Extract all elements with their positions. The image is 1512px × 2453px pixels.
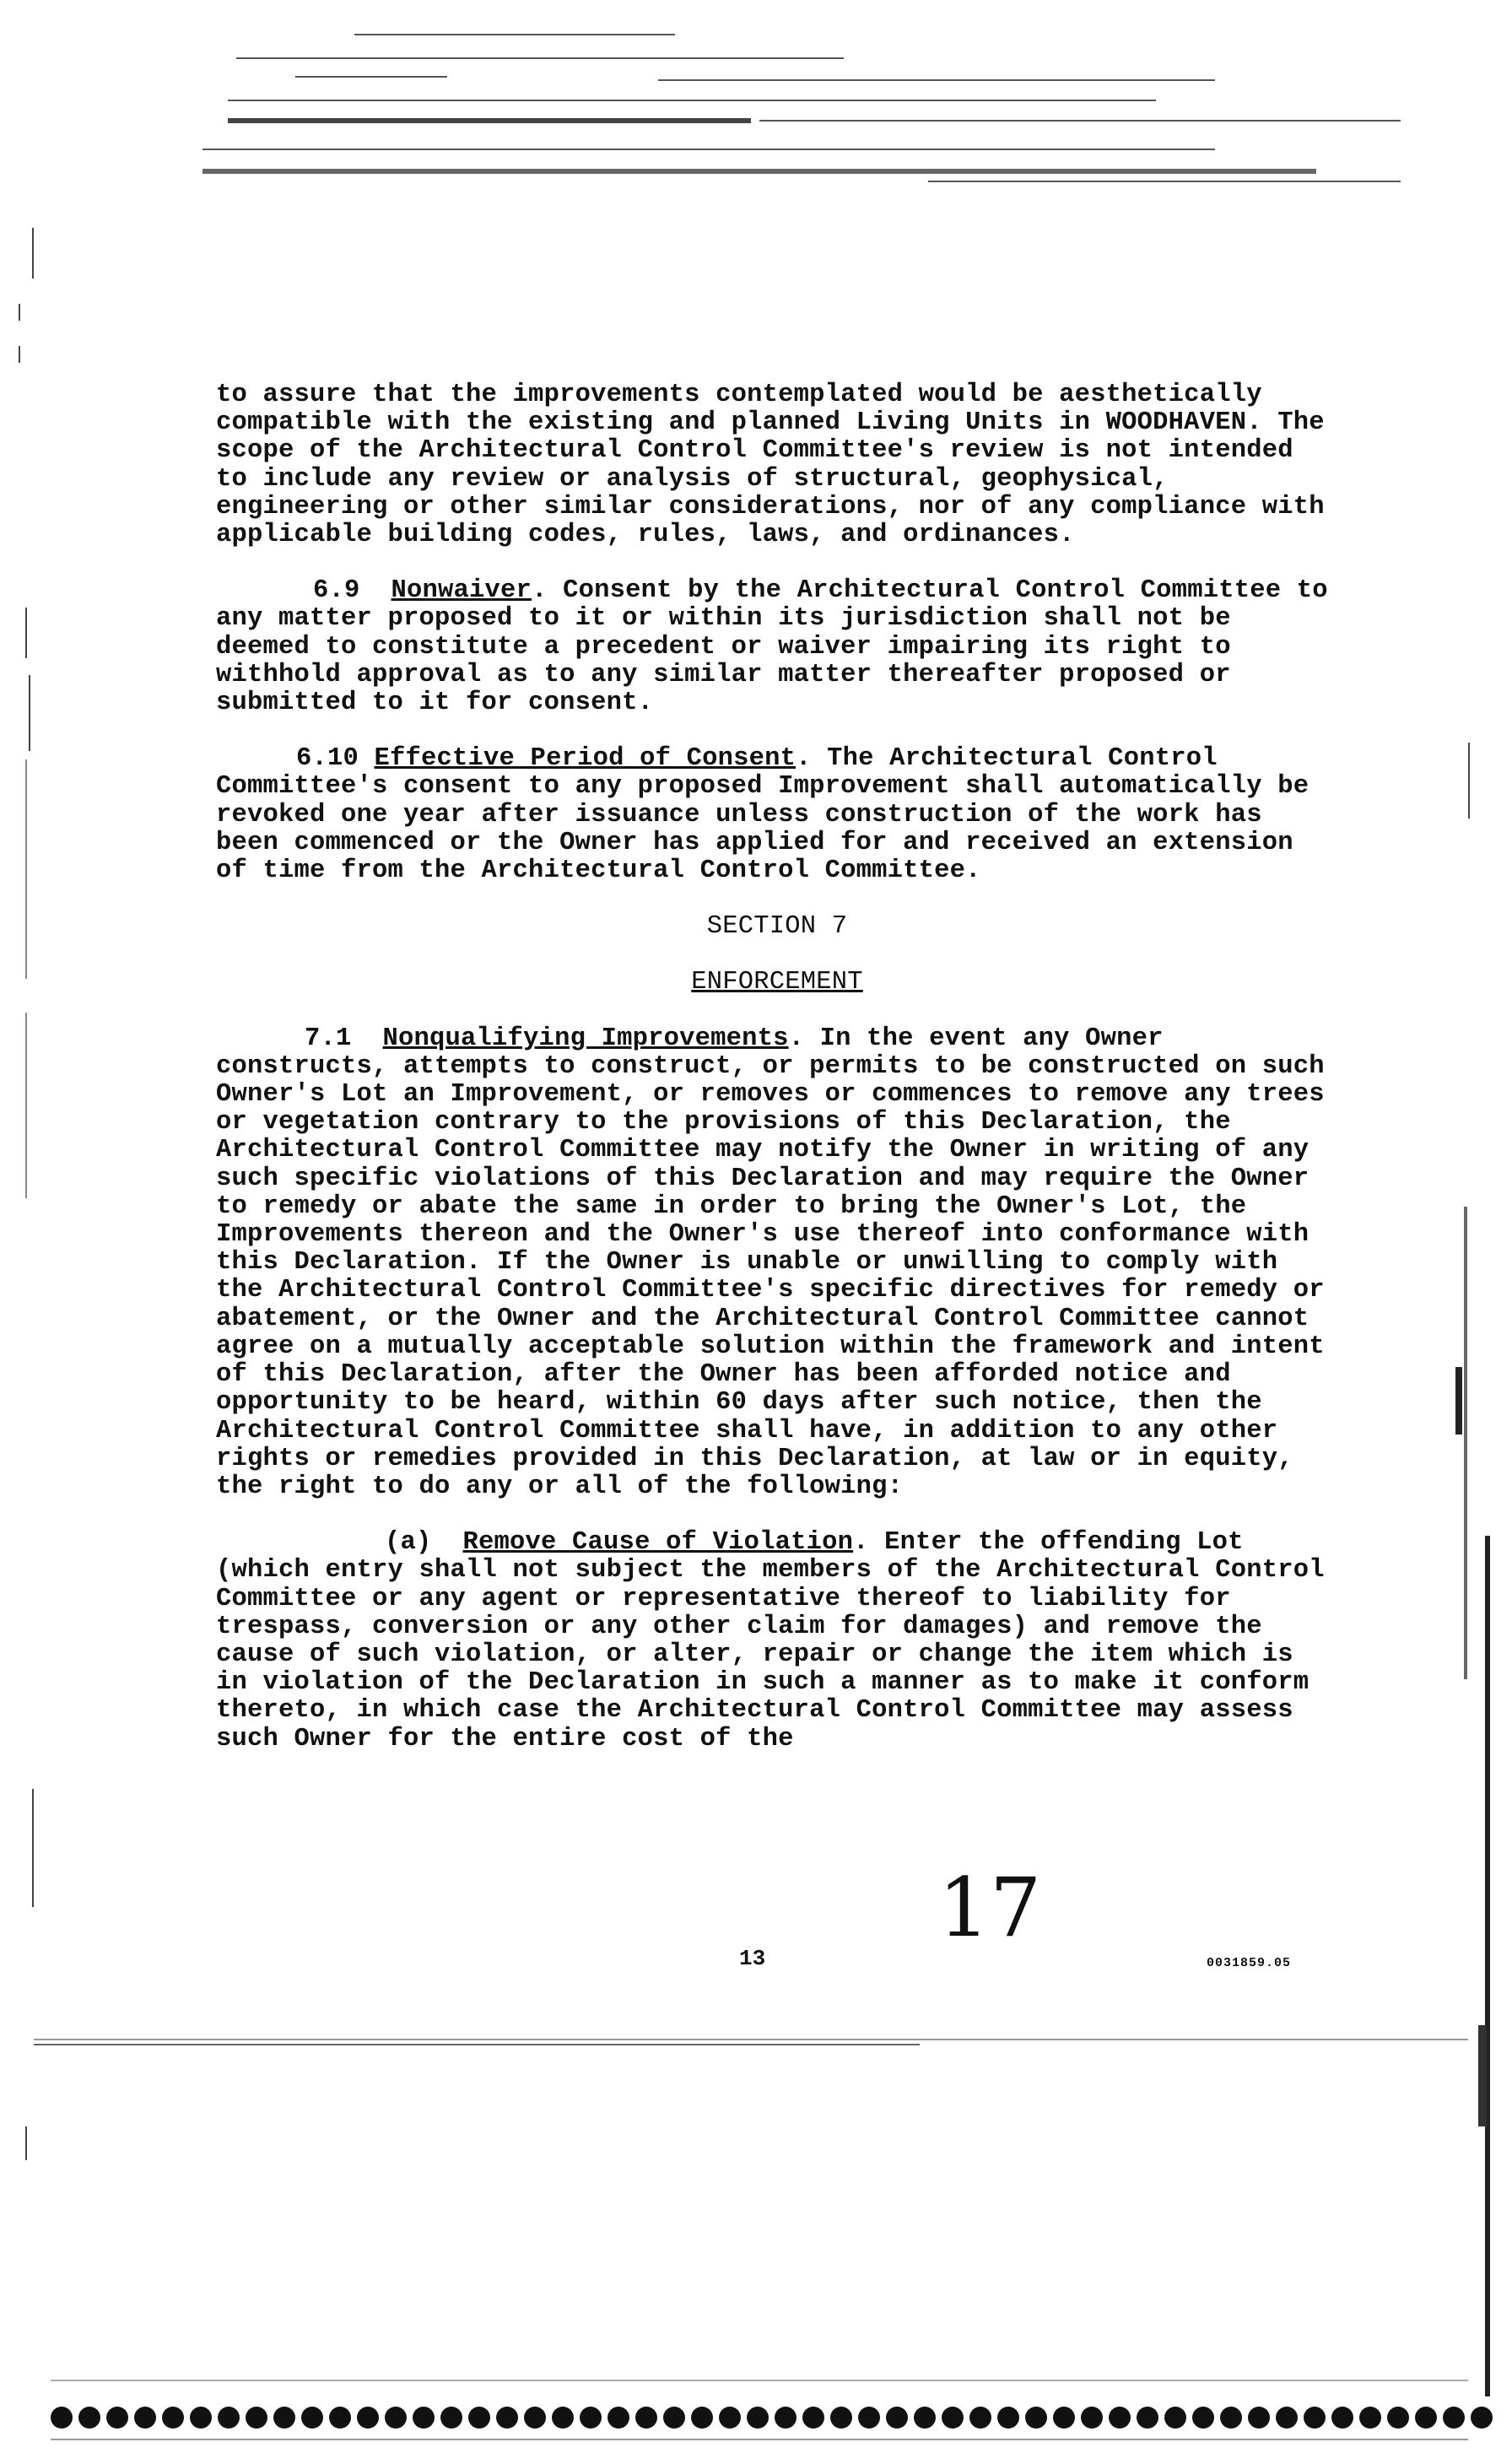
perforation-dot [719, 2407, 741, 2429]
perforation-dot [1331, 2407, 1353, 2429]
paragraph-7-1 [216, 1025, 1338, 1501]
header-rule [236, 57, 844, 59]
section-label [216, 913, 1338, 941]
paragraph-continued [216, 381, 1338, 549]
perforation-dot [747, 2407, 769, 2429]
header-rule [928, 181, 1401, 182]
scan-edge-mark [25, 1013, 27, 1198]
perforation-dot [78, 2407, 100, 2429]
perforation-dot [886, 2407, 908, 2429]
perforation-dot [273, 2407, 295, 2429]
perforation-dot [691, 2407, 713, 2429]
paragraph-6-10 [216, 745, 1338, 885]
subparagraph-number: (a) [385, 1528, 432, 1558]
perforation-dot [468, 2407, 490, 2429]
subparagraph-heading: Remove Cause of Violation [462, 1528, 854, 1558]
perforation-dot [385, 2407, 407, 2429]
scan-edge-mark [29, 675, 30, 751]
perforation-dot [1192, 2407, 1214, 2429]
perforation-dot [1164, 2407, 1186, 2429]
header-rule [202, 169, 1316, 174]
perforation-dot [830, 2407, 852, 2429]
paragraph-heading: Effective Period of Consent [374, 744, 796, 774]
paragraph-heading: Nonwaiver [391, 576, 532, 606]
perforation-dot [802, 2407, 824, 2429]
subparagraph-text: . Enter the offending Lot (which entry shall not subject the members of the Architectural Control Committee or any agent or representative thereof to liability for trespass, conversion or any other claim for damages) and remove the cause of such violation, or alter, repair or change the item which is in violation of the Declaration in such a manner as to make it conform thereto, in which case the Architectural Control Committee may assess such Owner for the entire cost of the [216, 1528, 1325, 1753]
document-code: 0031859.05 [1207, 1956, 1292, 1970]
perforation-dot [1053, 2407, 1075, 2429]
perforation-dot [190, 2407, 212, 2429]
perforation-dot [1137, 2407, 1158, 2429]
header-rule [228, 118, 751, 123]
scan-edge-mark [19, 346, 20, 363]
paragraph-text: to assure that the improvements contemplated would be aesthetically compatible with the existing and planned Living Units in WOODHAVEN. The scope of the Architectural Control Committee's review is not intended to include any review or analysis of structural, geophysical, engineering or other similar considerations, nor of any compliance with applicable building codes, rules, laws, and ordinances. [216, 381, 1325, 550]
perforation-dot [1220, 2407, 1242, 2429]
perforation-dot [1443, 2407, 1465, 2429]
perforation-dot [997, 2407, 1019, 2429]
perforation-dot [1471, 2407, 1493, 2429]
footer-scan-rule [34, 2044, 920, 2045]
perforation-dot [246, 2407, 267, 2429]
perforation-dot [440, 2407, 462, 2429]
perforation-dot [942, 2407, 964, 2429]
perforation-dot [301, 2407, 323, 2429]
perforation-dot [858, 2407, 880, 2429]
scan-edge-mark [32, 228, 34, 278]
paragraph-text: . In the event any Owner constructs, attempts to construct, or permits to be constructed on such Owner's Lot an Improvement, or removes or commences to remove any trees or vegetation contrary to the provisions of this Declaration, the Architectural Control Committee may notify the Owner in writing of any such specific violations of this Declaration and may require the Owner to remedy or abate the same in order to bring the Owner's Lot, the Improvements thereon and the Owner's use thereof into conformance with this Declaration. If the Owner is unable or unwilling to comply with the Architectural Control Committee's specific directives for remedy or abatement, or the Owner and the Architectural Control Committee cannot agree on a mutually acceptable solution within the framework and intent of this Declaration, after the Owner has been afforded notice and opportunity to be heard, within 60 days after such notice, then the Architectural Control Committee shall have, in addition to any other rights or remedies provided in this Declaration, at law or in equity, the right to do any or all of the following: [216, 1024, 1325, 1501]
handwritten-page-number: 17 [938, 1861, 1042, 1955]
paragraph-number: 7.1 [305, 1024, 352, 1053]
perforation-dot [552, 2407, 574, 2429]
perforation-dot [134, 2407, 156, 2429]
perforation-dot [1276, 2407, 1298, 2429]
perforation-dot [635, 2407, 657, 2429]
header-rule [354, 34, 675, 35]
footer-scan-rule [51, 2380, 1468, 2381]
header-rule [228, 100, 1156, 101]
perforation-dot [969, 2407, 991, 2429]
scan-edge-mark [32, 1789, 34, 1907]
header-rule [295, 76, 447, 78]
section-title [216, 969, 1338, 997]
perforation-dot [1415, 2407, 1437, 2429]
scan-edge-mark [1468, 743, 1470, 819]
perforation-dot [106, 2407, 128, 2429]
scan-edge-mark [19, 304, 20, 321]
header-rule [759, 120, 1401, 122]
perforation-dot [51, 2407, 73, 2429]
perforation-dot [357, 2407, 379, 2429]
paragraph-number: 6.9 [313, 576, 360, 606]
paragraph-heading: Nonqualifying Improvements [382, 1024, 789, 1053]
header-rule [202, 149, 1215, 150]
scan-edge-mark [25, 759, 27, 979]
paragraph-text: . The Architectural Control Committee's consent to any proposed Improvement shall automatically be revoked one year after issuance unless construction of the work has been commenced or the Owner has applied for and received an extension of time from the Architectural Control Committee. [216, 744, 1310, 886]
perforation-dot [162, 2407, 184, 2429]
perforation-dot [1081, 2407, 1103, 2429]
section-title-text: ENFORCEMENT [691, 968, 863, 997]
perforation-dot [524, 2407, 546, 2429]
perforation-dot [413, 2407, 435, 2429]
perforation-dot [608, 2407, 629, 2429]
perforation-dot [1387, 2407, 1409, 2429]
paragraph-text: . Consent by the Architectural Control Committee to any matter proposed to it or within its jurisdiction shall not be deemed to constitute a precedent or waiver impairing its right to withhold approval as to any similar matter thereafter proposed or submitted to it for consent. [216, 576, 1328, 718]
perforation-dot [329, 2407, 351, 2429]
paragraph-number: 6.10 [296, 744, 359, 774]
scan-edge-mark [1478, 2025, 1487, 2126]
perforation-dot [496, 2407, 518, 2429]
paragraph-6-9 [216, 577, 1338, 717]
perforation-dot [775, 2407, 796, 2429]
section-label-text: SECTION 7 [706, 912, 848, 942]
page-number: 13 [739, 1946, 766, 1971]
scan-edge-mark [1464, 1207, 1467, 1679]
footer-scan-rule [51, 2439, 1468, 2440]
perforation-dot [218, 2407, 240, 2429]
scan-edge-mark [1455, 1367, 1462, 1435]
perforation-dot [914, 2407, 936, 2429]
perforation-dot [1359, 2407, 1381, 2429]
perforation-dot [1109, 2407, 1131, 2429]
perforation-strip [51, 2403, 1502, 2432]
perforation-dot [1025, 2407, 1047, 2429]
perforation-dot [580, 2407, 602, 2429]
document-body [216, 381, 1338, 1781]
header-rule [658, 79, 1215, 81]
scan-edge-mark [25, 608, 27, 658]
subparagraph-a [216, 1529, 1338, 1753]
scan-edge-mark [25, 2126, 27, 2160]
footer-scan-rule [34, 2039, 1468, 2040]
perforation-dot [1248, 2407, 1270, 2429]
perforation-dot [1304, 2407, 1326, 2429]
perforation-dot [663, 2407, 685, 2429]
scan-edge-mark [1485, 1536, 1490, 2396]
